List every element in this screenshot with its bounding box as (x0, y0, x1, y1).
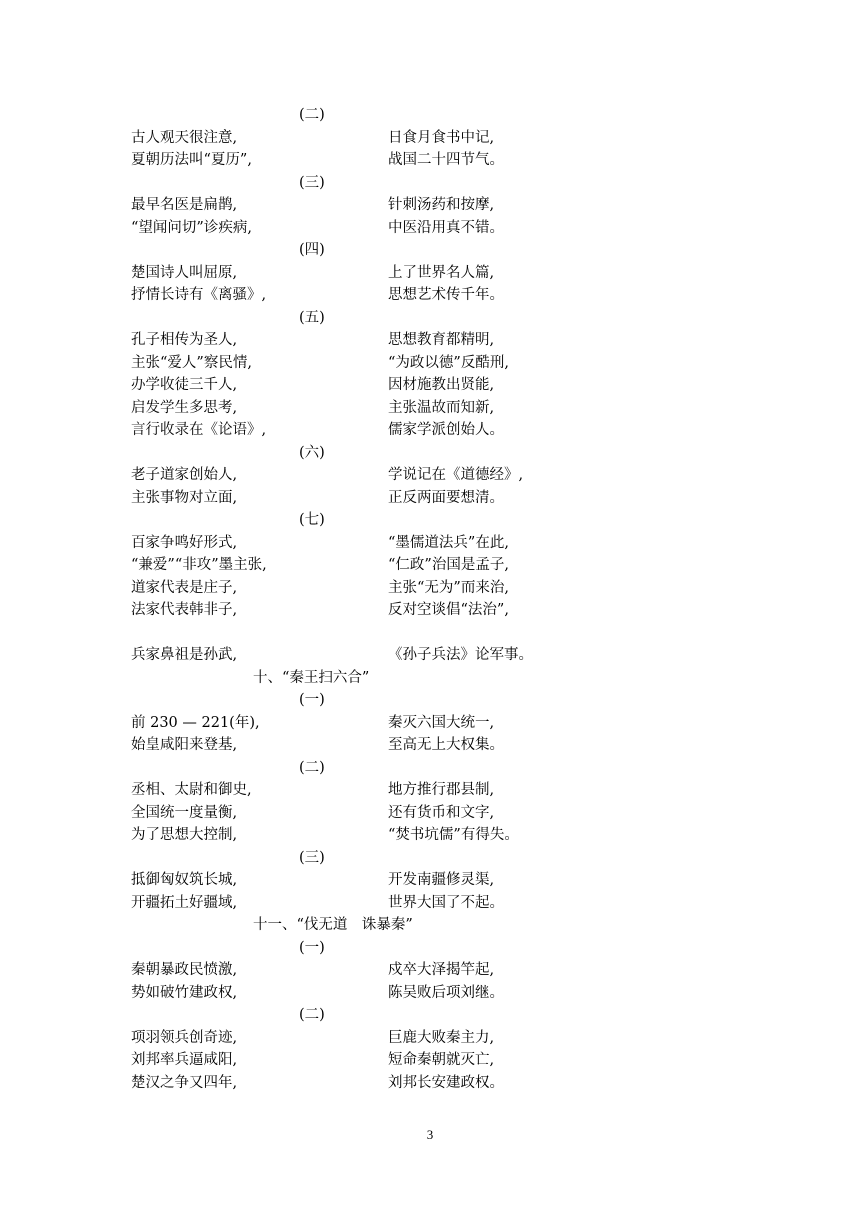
verse-right: “为政以德”反酷刑, (388, 354, 509, 371)
verse-left: “望闻问切”诊疾病, (131, 219, 252, 236)
verse-right: 陈吴败后项刘继。 (388, 984, 504, 1001)
verse-line (131, 802, 751, 825)
verse-line (131, 1027, 751, 1050)
verse-left: 秦朝暴政民愤激, (131, 962, 238, 978)
verse-line (131, 734, 751, 757)
subsection-number: (三) (299, 174, 325, 191)
verse-left: 夏朝历法叫“夏历”, (131, 152, 252, 168)
verse-line (131, 419, 751, 442)
subsection-number: (六) (299, 444, 325, 461)
verse-left: 孔子相传为圣人, (131, 332, 238, 348)
verse-left: 楚汉之争又四年, (131, 1074, 238, 1091)
verse-line (131, 532, 751, 555)
verse-line (131, 284, 751, 307)
verse-left: 言行收录在《论语》, (131, 422, 267, 438)
verse-right: 主张温故而知新, (388, 399, 495, 416)
verse-right: 巨鹿大败秦主力, (388, 1029, 495, 1046)
verse-right: 至高无上大权集。 (388, 737, 504, 753)
verse-line (131, 824, 751, 847)
verse-right: 地方推行郡县制, (388, 782, 495, 798)
subsection-number: (一) (299, 939, 325, 956)
verse-right: 世界大国了不起。 (388, 894, 504, 911)
subsection-number: (二) (299, 1007, 325, 1023)
verse-left: 百家争鸣好形式, (131, 534, 238, 551)
verse-right: 日食月食书中记, (388, 129, 495, 146)
verse-right: 开发南疆修灵渠, (388, 872, 495, 888)
subsection-number: (一) (299, 692, 325, 708)
section-title: 十、“秦王扫六合” (253, 669, 370, 686)
verse-line (131, 1049, 751, 1072)
verse-line (131, 712, 751, 735)
verse-left: 主张“爱人”察民情, (131, 354, 252, 371)
verse-left: 前 230 — 221(年), (131, 714, 260, 731)
verse-left: 全国统一度量衡, (131, 804, 238, 821)
verse-right: 学说记在《道德经》, (388, 467, 524, 483)
verse-right: 上了世界名人篇, (388, 264, 495, 281)
verse-line (131, 959, 751, 982)
verse-line (131, 352, 751, 375)
verse-right: 中医沿用真不错。 (388, 219, 504, 236)
verse-left: 抵御匈奴筑长城, (131, 872, 238, 888)
subsection-number: (二) (299, 759, 325, 776)
subsection-number: (七) (299, 512, 325, 528)
verse-right: 儒家学派创始人。 (388, 422, 504, 438)
verse-right: 还有货币和文字, (388, 804, 495, 821)
verse-left: 古人观天很注意, (131, 129, 238, 146)
poem-body (131, 104, 751, 1094)
verse-line (131, 577, 751, 600)
verse-left: 启发学生多思考, (131, 399, 238, 416)
verse-right: 针刺汤药和按摩, (388, 197, 495, 213)
verse-right: “墨儒道法兵”在此, (388, 534, 509, 551)
verse-line (131, 1072, 751, 1095)
verse-line (131, 982, 751, 1005)
verse-right: 《孙子兵法》论军事。 (388, 647, 533, 663)
verse-left: 项羽领兵创奇迹, (131, 1029, 238, 1046)
verse-left: 老子道家创始人, (131, 467, 238, 483)
verse-left: 法家代表韩非子, (131, 602, 238, 618)
verse-line (131, 194, 751, 217)
verse-right: 正反两面要想清。 (388, 489, 504, 506)
verse-left: 办学收徒三千人, (131, 377, 238, 393)
verse-right: “焚书坑儒”有得失。 (388, 827, 519, 843)
verse-left: “兼爱”“非攻”墨主张, (131, 557, 267, 573)
verse-line (131, 262, 751, 285)
verse-right: 主张“无为”而来治, (388, 579, 509, 596)
subsection-number: (四) (299, 242, 325, 258)
verse-right: “仁政”治国是孟子, (388, 557, 509, 573)
subsection-number: (三) (299, 849, 325, 866)
verse-right: 刘邦长安建政权。 (388, 1074, 504, 1091)
verse-left: 势如破竹建政权, (131, 984, 238, 1001)
verse-left: 兵家鼻祖是孙武, (131, 647, 238, 663)
verse-line (131, 644, 751, 667)
page-number: 3 (426, 1127, 434, 1142)
section-title: 十一、“伐无道 诛暴秦” (253, 917, 413, 933)
verse-right: 思想教育都精明, (388, 332, 495, 348)
verse-left: 丞相、太尉和御史, (131, 782, 252, 798)
verse-left: 刘邦率兵逼咸阳, (131, 1052, 238, 1068)
subsection-number: (五) (299, 309, 325, 326)
verse-left: 开疆拓土好疆域, (131, 894, 238, 911)
verse-left: 道家代表是庄子, (131, 579, 238, 596)
verse-line (131, 869, 751, 892)
verse-right: 短命秦朝就灭亡, (388, 1052, 495, 1068)
verse-right: 戍卒大泽揭竿起, (388, 962, 495, 978)
verse-line (131, 374, 751, 397)
verse-left: 抒情长诗有《离骚》, (131, 287, 267, 303)
verse-line (131, 464, 751, 487)
verse-line (131, 149, 751, 172)
verse-right: 秦灭六国大统一, (388, 714, 495, 731)
verse-line (131, 329, 751, 352)
verse-line (131, 554, 751, 577)
verse-left: 最早名医是扁鹊, (131, 197, 238, 213)
verse-line (131, 217, 751, 240)
verse-right: 思想艺术传千年。 (388, 287, 504, 303)
verse-left: 为了思想大控制, (131, 827, 238, 843)
verse-line (131, 487, 751, 510)
verse-right: 战国二十四节气。 (388, 152, 504, 168)
verse-line (131, 892, 751, 915)
verse-left: 始皇咸阳来登基, (131, 737, 238, 753)
verse-right: 反对空谈倡“法治”, (388, 602, 509, 618)
verse-line (131, 397, 751, 420)
verse-line (131, 779, 751, 802)
verse-line (131, 599, 751, 622)
verse-right: 因材施教出贤能, (388, 377, 495, 393)
blank-line (131, 622, 751, 645)
verse-left: 楚国诗人叫屈原, (131, 264, 238, 281)
verse-left: 主张事物对立面, (131, 489, 238, 506)
subsection-number: (二) (299, 107, 325, 123)
verse-line (131, 127, 751, 150)
